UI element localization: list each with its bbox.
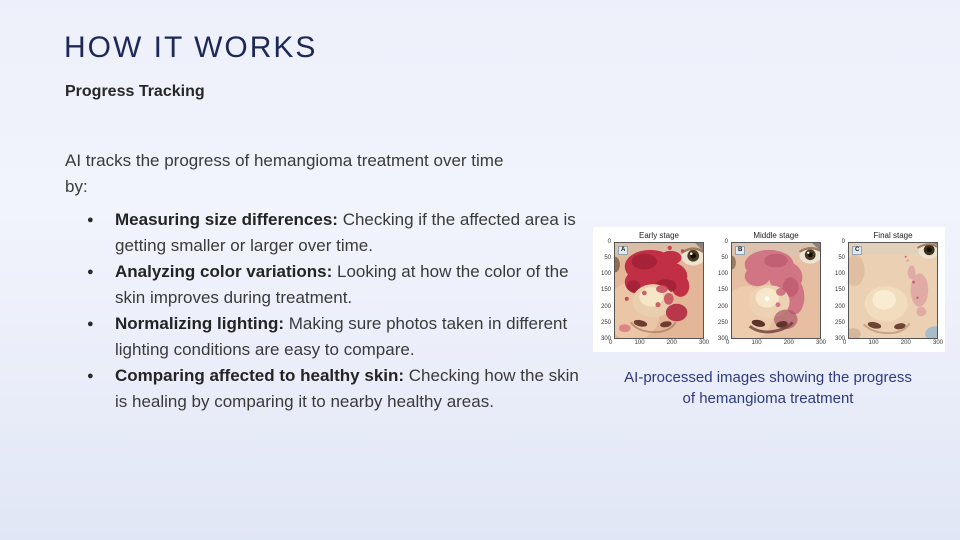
axis-tick-label: 200: [783, 340, 794, 346]
axis-tick-label: 150: [717, 287, 728, 294]
hemangioma-photo-middle: [732, 243, 820, 338]
list-item: [65, 311, 581, 363]
axis-tick-label: 0: [724, 239, 728, 245]
figure-panels: [596, 230, 941, 348]
hemangioma-photo-final: [849, 243, 937, 338]
page-title: HOW IT WORKS: [64, 31, 318, 64]
list-item: [65, 363, 581, 415]
panel-letter-badge: B: [735, 246, 745, 255]
list-item: [65, 259, 581, 311]
axis-tick-label: 100: [600, 271, 611, 278]
bullet-icon: ●: [87, 318, 94, 330]
bullet-text: Making sure photos taken in different lighting conditions are easy to compare.: [115, 314, 568, 359]
axis-tick-label: 50: [604, 255, 611, 262]
y-axis-ticks: [830, 239, 848, 342]
axis-tick-label: 150: [600, 287, 611, 294]
bullet-lead: Measuring size differences:: [115, 210, 338, 229]
axis-tick-label: 200: [600, 303, 611, 310]
figure-panel-final: [830, 230, 943, 348]
bullet-lead: Comparing affected to healthy skin:: [115, 366, 405, 385]
section-subtitle: Progress Tracking: [65, 83, 205, 100]
axis-tick-label: 250: [717, 319, 728, 326]
axis-tick-label: 250: [600, 319, 611, 326]
axis-tick-label: 50: [838, 255, 845, 262]
bullet-icon: ●: [87, 266, 94, 278]
axis-tick-label: 0: [726, 340, 730, 346]
x-axis-ticks: [843, 340, 943, 348]
treatment-progress-figure: [593, 227, 945, 352]
panel-letter-badge: C: [852, 246, 862, 255]
x-axis-ticks: [726, 340, 826, 348]
axis-tick-label: 100: [868, 340, 879, 346]
axis-tick-label: 100: [634, 340, 645, 346]
list-item: [65, 207, 581, 259]
axis-tick-label: 200: [900, 340, 911, 346]
axis-tick-label: 0: [607, 239, 611, 245]
final-stage-image: [848, 242, 938, 339]
bullet-icon: ●: [87, 370, 94, 382]
figure-caption: [575, 367, 960, 409]
axis-tick-label: 200: [834, 303, 845, 310]
axis-tick-label: 300: [932, 340, 943, 346]
early-stage-image: [614, 242, 704, 339]
axis-tick-label: 100: [751, 340, 762, 346]
axis-tick-label: 300: [834, 335, 845, 342]
figure-panel-early: [596, 230, 709, 348]
axis-tick-label: 100: [717, 271, 728, 278]
bullet-text: Checking if the affected area is getting smaller or larger over time.: [115, 210, 576, 255]
axis-tick-label: 0: [609, 340, 613, 346]
intro-text: AI tracks the progress of hemangioma treatment over time by:: [65, 151, 504, 196]
y-axis-ticks: [713, 239, 731, 342]
y-axis-ticks: [596, 239, 614, 342]
panel-title: Final stage: [873, 231, 913, 240]
figure-panel-middle: [713, 230, 826, 348]
panel-title: Middle stage: [753, 231, 799, 240]
bullet-text: Checking how the skin is healing by comparing it to nearby healthy areas.: [115, 366, 579, 411]
bullet-list: [65, 207, 581, 415]
bullet-text: Looking at how the color of the skin improves during treatment.: [115, 262, 569, 307]
bullet-lead: Analyzing color variations:: [115, 262, 333, 281]
axis-tick-label: 200: [666, 340, 677, 346]
axis-tick-label: 300: [717, 335, 728, 342]
figure-caption-line2: of hemangioma treatment: [682, 390, 854, 407]
axis-tick-label: 100: [834, 271, 845, 278]
bullet-icon: ●: [87, 214, 94, 226]
axis-tick-label: 300: [698, 340, 709, 346]
axis-tick-label: 300: [815, 340, 826, 346]
panel-title: Early stage: [638, 231, 680, 240]
axis-tick-label: 300: [600, 335, 611, 342]
axis-tick-label: 0: [841, 239, 845, 245]
axis-tick-label: 250: [834, 319, 845, 326]
figure-caption-line1: AI-processed images showing the progress: [624, 369, 912, 386]
axis-tick-label: 50: [721, 255, 728, 262]
x-axis-ticks: [609, 340, 709, 348]
axis-tick-label: 150: [834, 287, 845, 294]
hemangioma-photo-early: [615, 243, 703, 338]
panel-letter-badge: A: [618, 246, 628, 255]
bullet-lead: Normalizing lighting:: [115, 314, 285, 333]
axis-tick-label: 0: [843, 340, 847, 346]
axis-tick-label: 200: [717, 303, 728, 310]
middle-stage-image: [731, 242, 821, 339]
